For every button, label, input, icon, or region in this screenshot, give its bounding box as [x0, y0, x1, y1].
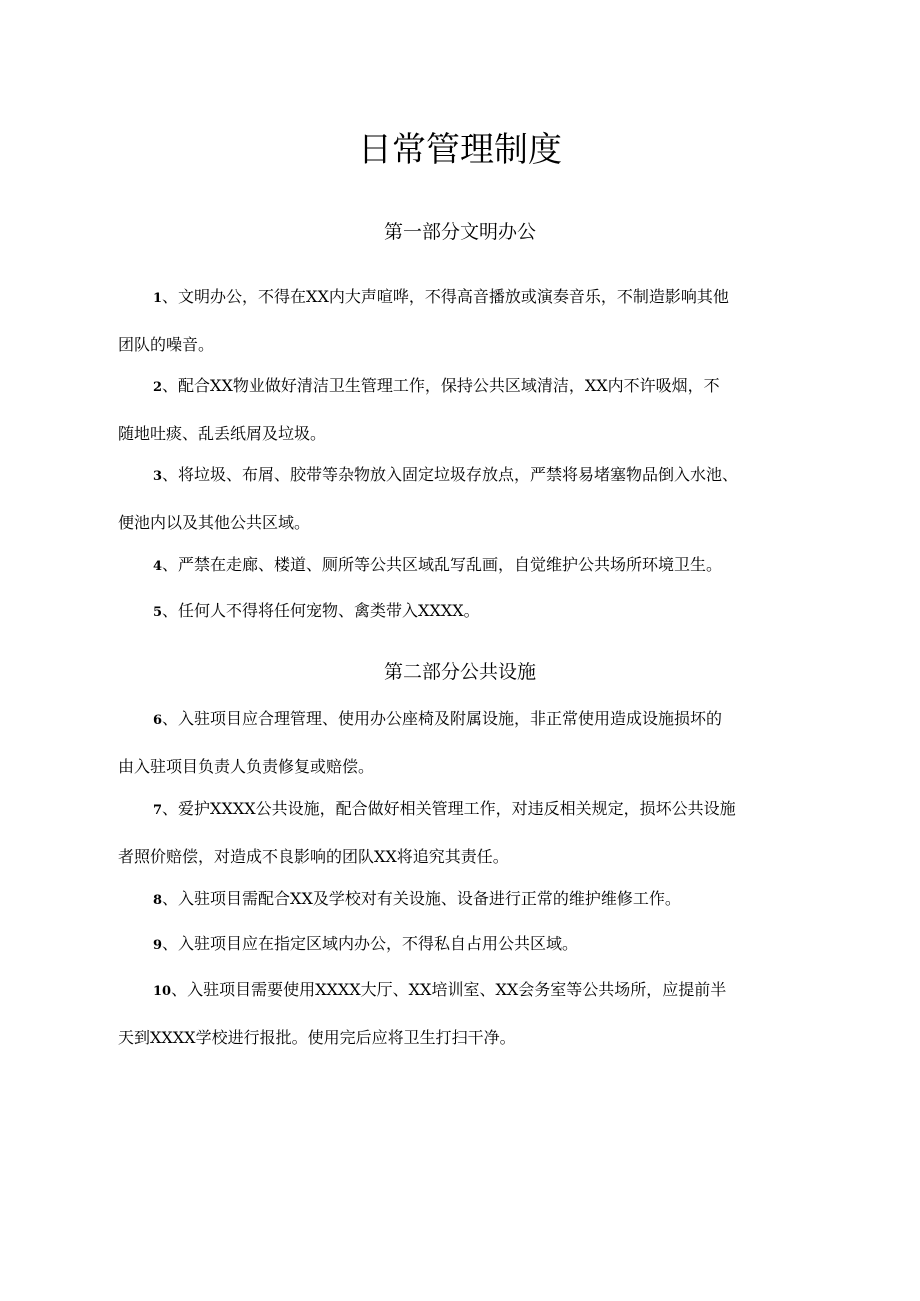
rule-item-line: 团队的噪音。	[118, 335, 215, 354]
section-heading-civilized-office: 第一部分文明办公	[383, 221, 536, 243]
rule-item-5	[118, 588, 828, 636]
rule-item-10	[118, 967, 828, 1061]
rule-number: 4	[153, 559, 163, 574]
rule-item-line: 8、入驻项目需配合XX及学校对有关设施、设备进行正常的维护维修工作。	[153, 889, 681, 908]
rule-item-2	[118, 363, 828, 457]
rule-item-line: 2、配合XX物业做好清洁卫生管理工作，保持公共区域清洁，XX内不许吸烟，不	[153, 376, 720, 395]
rule-number: 6	[153, 713, 163, 728]
rule-item-7	[118, 786, 828, 880]
rule-item-line: 3、将垃圾、布屑、胶带等杂物放入固定垃圾存放点，严禁将易堵塞物品倒入水池、	[153, 465, 739, 484]
rule-number: 5	[153, 605, 163, 620]
rule-item-9	[118, 921, 828, 969]
rule-item-line: 9、入驻项目应在指定区域内办公，不得私自占用公共区域。	[153, 934, 579, 953]
rule-item-line: 7、爱护XXXX公共设施，配合做好相关管理工作，对违反相关规定，损坏公共设施	[153, 799, 736, 818]
rule-item-line: 便池内以及其他公共区域。	[118, 513, 311, 532]
rule-item-line: 者照价赔偿，对造成不良影响的团队XX将追究其责任。	[118, 847, 509, 866]
rule-item-4	[118, 542, 828, 590]
rule-number: 10	[153, 984, 172, 999]
rule-number: 1	[153, 291, 163, 306]
rule-item-line: 由入驻项目负责人负责修复或赔偿。	[118, 757, 375, 776]
section-heading-public-facilities: 第二部分公共设施	[383, 661, 536, 683]
rule-number: 9	[153, 938, 163, 953]
rule-item-line: 随地吐痰、乱丢纸屑及垃圾。	[118, 424, 327, 443]
rule-number: 7	[153, 803, 163, 818]
document-title: 日常管理制度	[358, 130, 562, 170]
rule-item-line: 5、任何人不得将任何宠物、禽类带入XXXX。	[153, 601, 480, 620]
rule-item-line: 1、文明办公，不得在XX内大声喧哗，不得高音播放或演奏音乐，不制造影响其他	[153, 287, 729, 306]
rule-item-6	[118, 696, 828, 790]
rule-item-line: 10、入驻项目需要使用XXXX大厅、XX培训室、XX会务室等公共场所，应提前半	[153, 980, 727, 999]
rule-number: 2	[153, 380, 163, 395]
rule-item-3	[118, 452, 828, 546]
rule-item-8	[118, 876, 828, 924]
rule-item-line: 6、入驻项目应合理管理、使用办公座椅及附属设施，非正常使用造成设施损坏的	[153, 709, 723, 728]
rule-item-1	[118, 274, 828, 368]
rule-number: 3	[153, 469, 163, 484]
rule-item-line: 天到XXXX学校进行报批。使用完后应将卫生打扫干净。	[118, 1028, 516, 1047]
rule-number: 8	[153, 893, 163, 908]
rule-item-line: 4、严禁在走廊、楼道、厕所等公共区域乱写乱画，自觉维护公共场所环境卫生。	[153, 555, 723, 574]
